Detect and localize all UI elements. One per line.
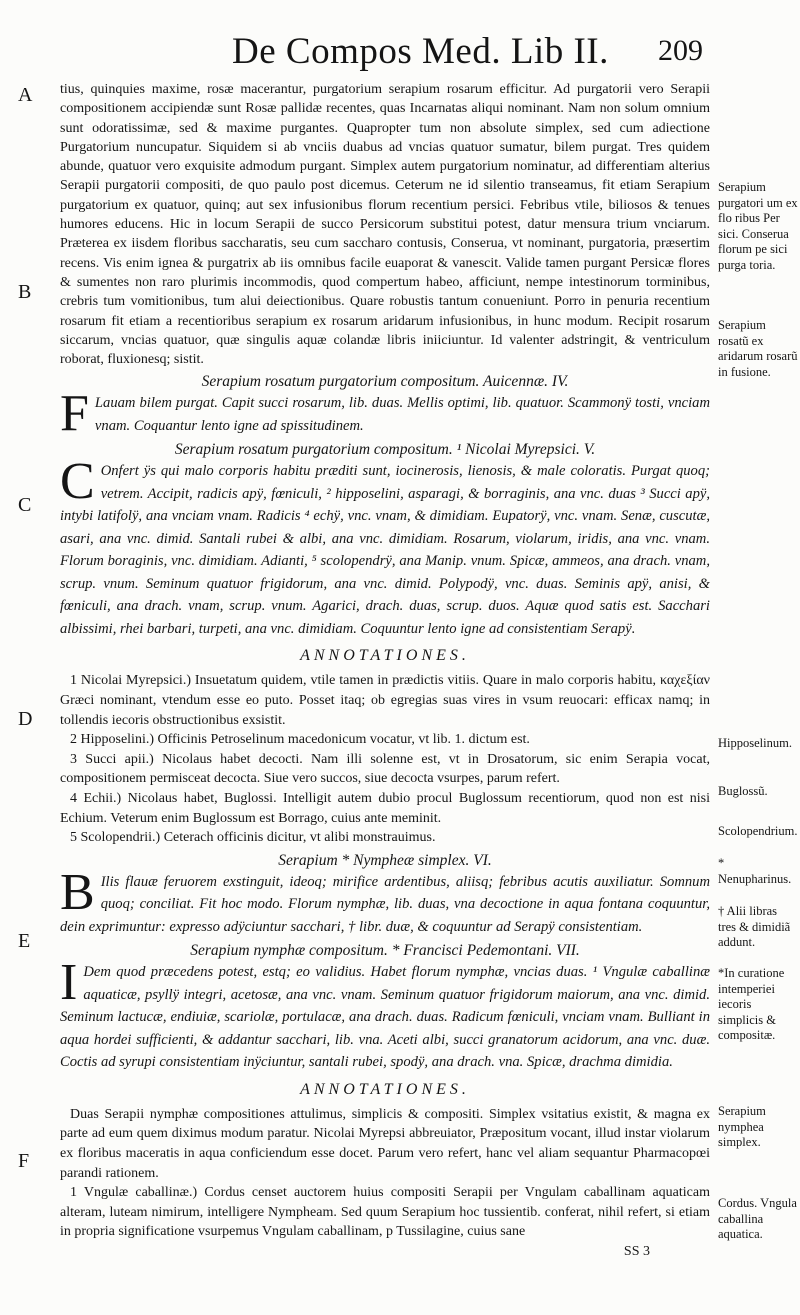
drop-cap-c: C bbox=[60, 453, 95, 511]
drop-cap-i: I bbox=[60, 954, 78, 1012]
page-number: 209 bbox=[658, 34, 703, 67]
opening-paragraph: tius, quinquies maxime, rosæ macerantur, purgatorium serapium rosarum efficitur. Ad purgatorii vero Serapii compositionem accipiendæ sunt Rosæ pallidæ recentes, quas Incarnatas aliqui nominant. Nam non solum omnium sunt odoratissimæ, sed & maxime purgantes. Quapropter tum non absolute simplex, sed cum adiectione Purgatorium nuncupatur. Siquidem si ab vnciis duabus ad vncias quatuor sumatur, bilem purgat. Tres quidem abunde, quatuor vero exquisite admodum purgant. Simplex autem purgatorium nominatur, ad differentiam alterius Serapii purgatorii compositi, de quo paulo post dicemus. Ceterum ne id silentio transeamus, fit etiam Serapium purgatorium ex quatuor, quinq; aut sex infusionibus florum recentium persici. Febribus vtile, biliosos & tenues humores educens. Hic in locum Serapii de succo Persicorum substitui potest, datur mensura trium vnciarum. Præterea ex iisdem floribus saccharatis, seu cum saccharo contusis, Conserua, vt nominant, purgatoria, præsertim recens. Vis enim ignea & purgatrix ab iis omnibus facile euaporat & vanescit. Valide tamen purgant Persicæ flores & sumentes non raro plurimis incommodis, quod compertum habeo, afficiunt, nempe intestinorum torminibus, crebris tum vomitionibus, tum alui deiectionibus. Quare robustis tantum conueniunt. Porro in penuria recentium rosarum fit etiam a recentioribus serapium ex rosarum aridarum infusionibus, in hunc modum. Recipit rosarum siccarum, vncias quatuor, quæ singulis aquæ colandæ libris iniiciuntur. Id valenter adstringit, & ventriculum roborat, fluxionesq; sistit. bbox=[60, 82, 710, 368]
annotation-2: 2 Hipposelini.) Officinis Petroselinum macedonicum vocatur, vt lib. 1. dictum est. bbox=[70, 732, 530, 748]
running-head: De Compos Med. Lib II. bbox=[232, 31, 609, 72]
annotations-heading-1: ANNOTATIONES. bbox=[300, 647, 470, 665]
annotation-4: 4 Echii.) Nicolaus habet, Buglossi. Intelligit autem dubio procul Buglossum recentiorum, quod non est nisi Echium. Veterum enim Buglossum est Borrago, cuius ante meminit. bbox=[60, 791, 710, 826]
annotation-3: 3 Succi apii.) Nicolaus habet decocti. Nam illi solenne est, vt in Drosatorum, sic enim Serapia vocat, compositionem permisceat decocta. Siue vero succos, siue decocta vsurpes, parum refert. bbox=[60, 751, 710, 787]
recipe-vi bbox=[60, 863, 710, 939]
margin-note-aridarum: Serapium rosatũ ex aridarum rosarũ in fusione. bbox=[718, 318, 798, 379]
annotations-heading-2: ANNOTATIONES. bbox=[300, 1080, 470, 1098]
main-text-column bbox=[60, 80, 710, 1261]
section-letter-f: F bbox=[18, 1150, 30, 1172]
section-letter-e: E bbox=[18, 930, 31, 952]
recipe-v bbox=[60, 453, 710, 640]
recipe-vii-text: Dem quod præcedens potest, estq; eo validius. Habet florum nymphæ, vncias duas. ¹ Vngulæ caballinæ aquaticæ, psyllÿ integri, acetosæ, ana vnc. vnam. Seminum quatuor frigidorum maiorum, ana vnc. dimid. Seminum lactucæ, endiuiæ, scariolæ, portulacæ, ana drach. duas. Radicum fœniculi, vnciam vnam. Bulliant in aqua hordei sufficienti, & addantur sacchari, lib. vna. Aceti albi, succi granatorum acidorum, ana vnc. duæ. Coctis ad syrupi consistentiam inÿciuntur, santali rubei, spodÿ, ana drach. vna. Spicæ, drachma dimidia. bbox=[60, 964, 710, 1071]
margin-note-nenupharinus: * Nenupharinus. bbox=[718, 856, 792, 886]
recipe-vii bbox=[60, 954, 710, 1074]
catchword: SS 3 bbox=[623, 1243, 650, 1259]
annotation-1: 1 Nicolai Myrepsici.) Insuetatum quidem, vtile tamen in prædictis vitiis. Quare in malo corporis habitu, καχεξίαν Græci nominant, vtendum esse eo puto. Posset itaq; ob egregias suas vires in vsum reuocari: efficax namq; in tollendis iecoris obstructionibus exsistit. bbox=[60, 673, 710, 728]
recipe-iv bbox=[60, 385, 710, 443]
closing-paragraph: Duas Serapii nymphæ compositiones attulimus, simplicis & compositi. Simplex vsitatius existit, & magna ex parte ad eum quem diximus modum paratur. Nicolai Myrepsi abbreuiator, Præpositum vocant, illud instar violarum ex floribus maceratis in aqua conficiendum esse docet. Parum vero refert, hanc vel aliam sequantur Pharmacopœi parandi rationem. bbox=[60, 1106, 710, 1181]
section-title-iv: Serapium rosatum purgatorium compositum. Auicennæ. IV. bbox=[201, 373, 569, 391]
section-letter-c: C bbox=[18, 494, 32, 516]
section-title-v: Serapium rosatum purgatorium compositum. ¹ Nicolai Myrepsici. V. bbox=[174, 441, 596, 459]
annotation-final: 1 Vngulæ caballinæ.) Cordus censet auctorem huius compositi Serapii per Vngulam caballinam aquaticam alteram, luteam nimirum, intelligere Nympheam. Sed quum Serapium hoc tussientib. conferat, nihil refert, si etiam in propria significatione vsurpemus Vngulam caballinam, p Tussilagine, cuius sane bbox=[60, 1185, 710, 1240]
margin-note-buglossum: Buglossũ. bbox=[718, 784, 768, 798]
section-letter-d: D bbox=[18, 708, 33, 730]
margin-note-nymphea-simplex: Serapium nymphea simplex. bbox=[718, 1104, 766, 1149]
drop-cap-f: F bbox=[60, 385, 89, 443]
margin-note-conserua: Serapium purgatori um ex flo ribus Per sici. Conserua florum pe sici purga toria. bbox=[718, 180, 798, 272]
section-letter-a: A bbox=[18, 84, 33, 106]
margin-note-alii-libras: † Alii libras tres & dimidiã addunt. bbox=[718, 904, 791, 949]
section-title-vii: Serapium nymphæ compositum. * Francisci Pedemontani. VII. bbox=[190, 942, 580, 960]
section-letter-b: B bbox=[18, 281, 32, 303]
margin-note-hipposelinum: Hipposelinum. bbox=[718, 736, 792, 750]
drop-cap-b: B bbox=[60, 863, 95, 921]
recipe-iv-text: Lauam bilem purgat. Capit succi rosarum, lib. duas. Mellis optimi, lib. quatuor. Scammonÿ tosti, vnciam vnam. Coquantur lento igne ad spissitudinem. bbox=[94, 395, 710, 434]
section-title-vi: Serapium * Nympheæ simplex. VI. bbox=[278, 851, 492, 869]
margin-note-curatione: *In curatione intemperiei iecoris simplicis & compositæ. bbox=[718, 966, 785, 1042]
recipe-v-text: Onfert ÿs qui malo corporis habitu præditi sunt, iocinerosis, lienosis, & male coloratis. Purgat quoq; vetrem. Accipit, radicis apÿ, fœniculi, ² hipposelini, asparagi, & borraginis, ana vnc. duas ³ Succi apÿ, intybi latifolÿ, ana vnciam vnam. Radicis ⁴ echÿ, vnc. vnam, & dimidiam. Eupatorÿ, vnc. vnam. Senæ, cuscutæ, asari, ana vnc. dimid. Santali rubei & albi, ana vnc. dimidiam. Rosarum, violarum, iridis, ana vnc. vnam. Florum boraginis, vnc. dimidiam. Adianti, ⁵ scolopendrÿ, ana Manip. vnum. Spicæ, ammeos, ana drach. vnam, scrup. vnum. Seminum quatuor frigidorum, ana vnc. dimid. Polypodÿ, vnc. duas. Seminis apÿ, anisi, & fœniculi, ana drach. vnam, scrup. vnum. Agarici, drach. duas, scrup. duos. Aquæ quod satis est. Sacchari albissimi, rhei barbari, turpeti, ana vnc. dimidiam. Coquuntur lento igne ad consistentiam Serapÿ. bbox=[60, 463, 710, 637]
margin-note-scolopendrium: Scolopendrium. bbox=[718, 824, 798, 838]
margin-note-cordus: Cordus. Vngula caballina aquatica. bbox=[718, 1196, 797, 1241]
annotation-5: 5 Scolopendrii.) Ceterach officinis dicitur, vt alibi monstrauimus. bbox=[70, 830, 436, 846]
recipe-vi-text: Ilis flauæ feruorem exstinguit, ideoq; mirifice ardentibus, aliisq; febribus acutis auxiliatur. Somnum quoq; conciliat. Fit hoc modo. Florum nymphæ, lib. duas, vna decoctione in aqua fontana coquuntur, dein exprimuntur: expresso adÿciuntur sacchari, † libr. duæ, & coquuntur ad Serapÿ consistentiam. bbox=[60, 873, 710, 935]
